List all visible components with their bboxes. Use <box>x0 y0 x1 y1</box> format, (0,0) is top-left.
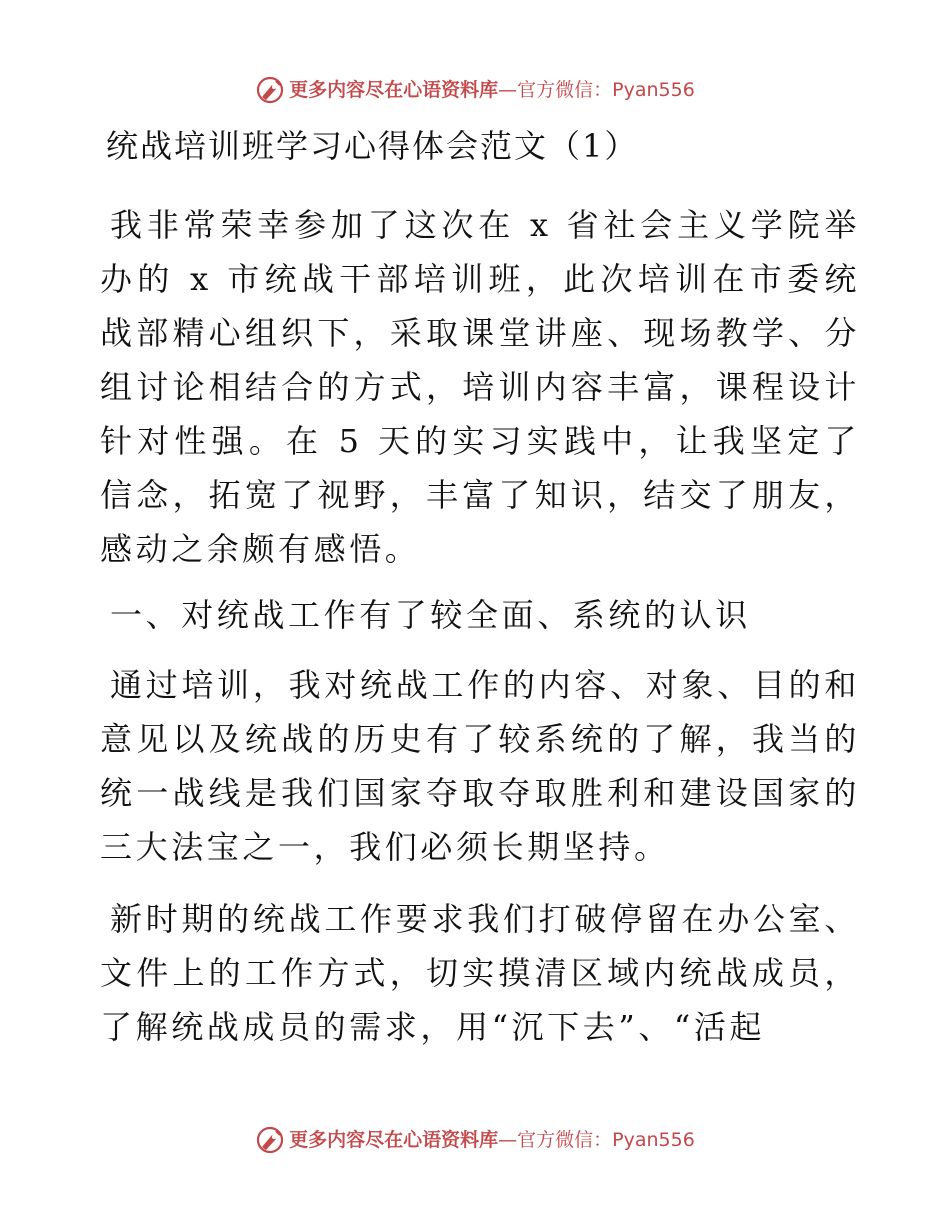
footer-watermark-banner <box>0 1120 950 1160</box>
document-body <box>100 124 860 1054</box>
document-title: 统战培训班学习心得体会范文（1） <box>106 127 639 165</box>
banner-wechat-id: 官方微信：Pyan556 <box>517 79 695 101</box>
paragraph-new-era: 新时期的统战工作要求我们打破停留在办公室、文件上的工作方式，切实摸清区域内统战成员，了解统战成员的需求，用“沉下去”、“活起 <box>100 900 860 1046</box>
pen-nib-logo-icon <box>255 75 285 105</box>
pen-nib-logo-icon <box>255 1125 285 1155</box>
banner-slogan: 更多内容尽在心语资料库 <box>289 79 499 101</box>
section-heading: 一、对统战工作有了较全面、系统的认识 <box>110 596 751 634</box>
banner-separator: — <box>498 79 518 101</box>
header-watermark-banner <box>0 70 950 110</box>
banner-separator: — <box>498 1129 518 1151</box>
paragraph-understanding: 通过培训，我对统战工作的内容、对象、目的和意见以及统战的历史有了较系统的了解，我当的统一战线是我们国家夺取夺取胜利和建设国家的三大法宝之一，我们必须长期坚持。 <box>100 666 860 866</box>
banner-wechat-id: 官方微信：Pyan556 <box>517 1129 695 1151</box>
banner-slogan: 更多内容尽在心语资料库 <box>289 1129 499 1151</box>
paragraph-intro: 我非常荣幸参加了这次在 x 省社会主义学院举办的 x 市统战干部培训班，此次培训在市委统战部精心组织下，采取课堂讲座、现场教学、分组讨论相结合的方式，培训内容丰富，课程设计针对性强。在 5 天的实习实践中，让我坚定了信念，拓宽了视野，丰富了知识，结交了朋友，感动之余颇有感悟。 <box>100 206 860 568</box>
